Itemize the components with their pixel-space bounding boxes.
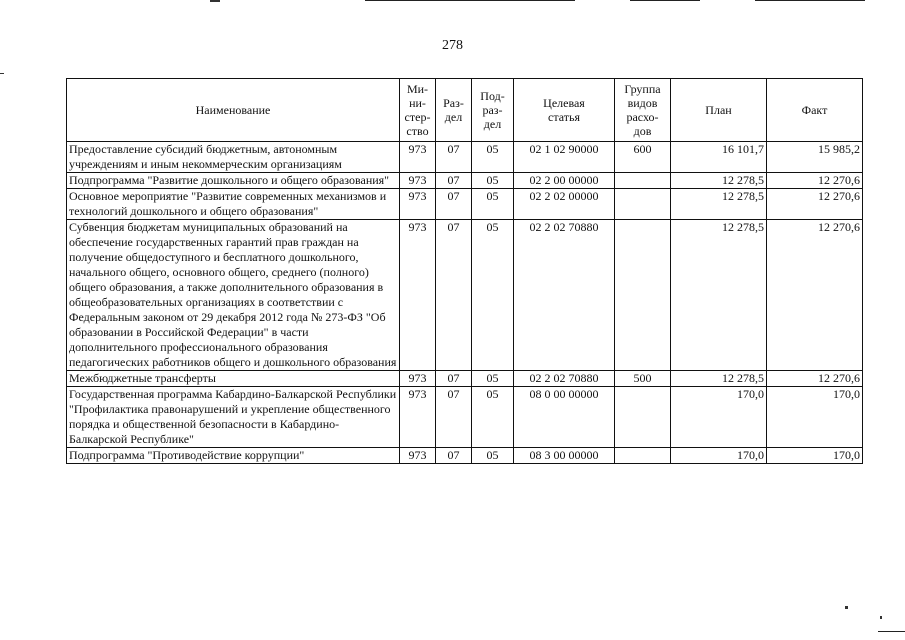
cell-name: Подпрограмма "Развитие дошкольного и общего образования" [67, 173, 400, 189]
cell-fact: 12 270,6 [767, 220, 863, 371]
cell-section: 07 [436, 173, 472, 189]
table-row [67, 387, 863, 448]
table-row [67, 189, 863, 220]
cell-ministry: 973 [400, 387, 436, 448]
scan-artifact-bottom-line [878, 631, 905, 632]
header-subsection: Под- раз- дел [472, 79, 514, 142]
cell-name: Субвенция бюджетам муниципальных образований на обеспечение государственных гарантий прав граждан на получение общедоступного и бесплатного дошкольного, начального общего, основного общего, среднего (полного) общего образования, а также дополнительного образования в общеобразовательных организациях в соответствии с Федеральным законом от 29 декабря 2012 года № 273-ФЗ "Об образовании в Российской Федерации" в части дополнительного профессионального образования педагогических работников общего и дошкольного образования [67, 220, 400, 371]
cell-target: 08 3 00 00000 [514, 448, 615, 464]
cell-plan: 12 278,5 [671, 371, 767, 387]
scan-artifact-mark [845, 606, 848, 609]
cell-fact: 12 270,6 [767, 371, 863, 387]
scan-artifact-top-line [755, 0, 865, 1]
cell-name: Государственная программа Кабардино-Балкарской Республики "Профилактика правонарушений и укрепление общественного порядка и общественной безопасности в Кабардино-Балкарской Республике" [67, 387, 400, 448]
scan-artifact-mark [0, 73, 4, 74]
cell-name: Межбюджетные трансферты [67, 371, 400, 387]
cell-plan: 170,0 [671, 387, 767, 448]
cell-target: 08 0 00 00000 [514, 387, 615, 448]
table-row [67, 371, 863, 387]
cell-fact: 15 985,2 [767, 142, 863, 173]
cell-fact: 12 270,6 [767, 189, 863, 220]
cell-plan: 12 278,5 [671, 189, 767, 220]
cell-ministry: 973 [400, 448, 436, 464]
cell-subsection: 05 [472, 387, 514, 448]
header-group: Группа видов расхо- дов [615, 79, 671, 142]
cell-group: 500 [615, 371, 671, 387]
cell-target: 02 2 02 00000 [514, 189, 615, 220]
cell-section: 07 [436, 142, 472, 173]
cell-subsection: 05 [472, 371, 514, 387]
table-header-row [67, 79, 863, 142]
cell-plan: 12 278,5 [671, 220, 767, 371]
cell-ministry: 973 [400, 142, 436, 173]
cell-section: 07 [436, 371, 472, 387]
cell-group [615, 448, 671, 464]
cell-group [615, 173, 671, 189]
cell-group [615, 220, 671, 371]
scan-artifact-top-line [365, 0, 575, 1]
cell-plan: 170,0 [671, 448, 767, 464]
scan-artifact-mark [210, 0, 220, 2]
cell-plan: 16 101,7 [671, 142, 767, 173]
header-ministry: Ми- ни- стер- ство [400, 79, 436, 142]
header-fact: Факт [767, 79, 863, 142]
cell-subsection: 05 [472, 189, 514, 220]
cell-group [615, 189, 671, 220]
cell-fact: 170,0 [767, 448, 863, 464]
cell-ministry: 973 [400, 371, 436, 387]
cell-name: Предоставление субсидий бюджетным, автономным учреждениям и иным некоммерческим организациям [67, 142, 400, 173]
cell-ministry: 973 [400, 189, 436, 220]
page-number: 278 [442, 38, 463, 53]
table-row [67, 142, 863, 173]
cell-name: Подпрограмма "Противодействие коррупции" [67, 448, 400, 464]
budget-table [66, 78, 863, 464]
cell-ministry: 973 [400, 173, 436, 189]
cell-target: 02 2 02 70880 [514, 220, 615, 371]
cell-group: 600 [615, 142, 671, 173]
cell-subsection: 05 [472, 448, 514, 464]
header-section: Раз- дел [436, 79, 472, 142]
cell-target: 02 1 02 90000 [514, 142, 615, 173]
cell-section: 07 [436, 448, 472, 464]
cell-fact: 12 270,6 [767, 173, 863, 189]
header-target: Целевая статья [514, 79, 615, 142]
table-row [67, 220, 863, 371]
cell-plan: 12 278,5 [671, 173, 767, 189]
cell-fact: 170,0 [767, 387, 863, 448]
cell-subsection: 05 [472, 173, 514, 189]
cell-section: 07 [436, 387, 472, 448]
header-plan: План [671, 79, 767, 142]
cell-subsection: 05 [472, 142, 514, 173]
scan-artifact-top-line [630, 0, 700, 1]
table-row [67, 448, 863, 464]
scan-artifact-mark [880, 616, 882, 619]
header-name: Наименование [67, 79, 400, 142]
cell-target: 02 2 00 00000 [514, 173, 615, 189]
cell-section: 07 [436, 189, 472, 220]
cell-section: 07 [436, 220, 472, 371]
cell-subsection: 05 [472, 220, 514, 371]
cell-group [615, 387, 671, 448]
cell-ministry: 973 [400, 220, 436, 371]
cell-target: 02 2 02 70880 [514, 371, 615, 387]
table-row [67, 173, 863, 189]
cell-name: Основное мероприятие "Развитие современных механизмов и технологий дошкольного и общего образования" [67, 189, 400, 220]
